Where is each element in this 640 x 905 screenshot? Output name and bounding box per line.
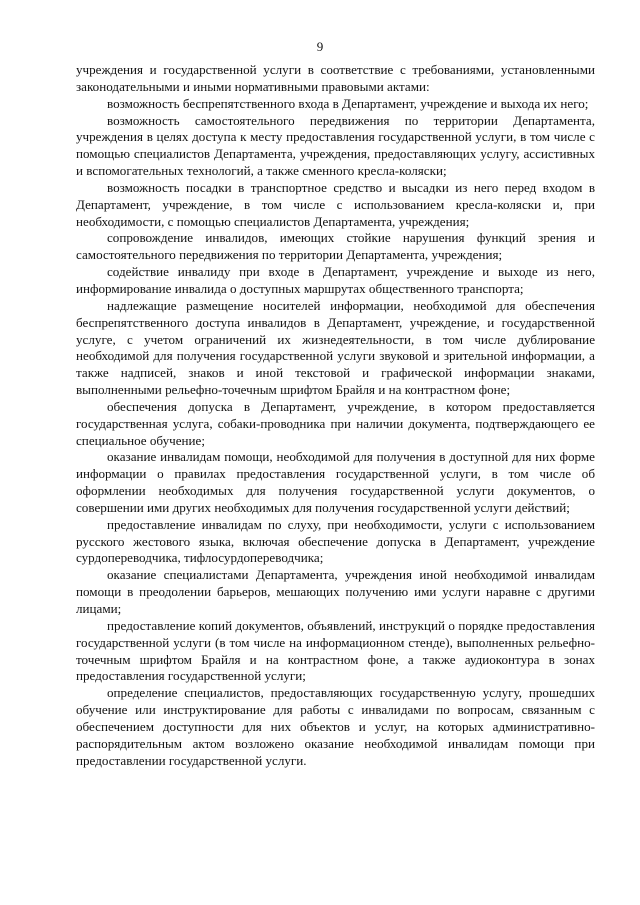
paragraph-guide-dog: обеспечения допуска в Департамент, учреждение, в котором предоставляется государственная услуга, собаки-проводника при наличии документа, подтверждающего ее специальное обучение; — [76, 398, 595, 448]
paragraph-trained-specialists: определение специалистов, предоставляющих государственную услугу, прошедших обучение или инструктирование для работы с инвалидами по вопросам, связанным с обеспечением доступности для них объектов и услуг, на которых административно-распорядительным актом возложено оказание необходимой инвалидам помощи при предоставлении государственной услуги. — [76, 685, 595, 768]
paragraph-braille-copies: предоставление копий документов, объявлений, инструкций о порядке предоставления государственной услуги (в том числе на информационном стенде), выполненных рельефно-точечным шрифтом Брайля и на контрастном фоне, а также аудиоконтура в зонах предоставления государственной услуги; — [76, 617, 595, 684]
paragraph-barriers: оказание специалистами Департамента, учреждения иной необходимой инвалидам помощи в преодолении барьеров, мешающих получению ими услуги наравне с другими лицами; — [76, 567, 595, 616]
paragraph-help-information: оказание инвалидам помощи, необходимой для получения в доступной для них форме информации о правилах предоставления государственной услуги, в том числе об оформлении необходимых для получения государственной услуги документов, о совершении ими других необходимых для получения государственной услуги действий; — [76, 449, 595, 515]
paragraph-entrance-exit: возможность беспрепятственного входа в Департамент, учреждение и выхода их него; — [107, 95, 589, 111]
paragraph-sign-language: предоставление инвалидам по слуху, при необходимости, услуги с использованием русского жестового языка, включая обеспечение допуска в Департамент, учреждение сурдопереводчика, тифлосурдопереводчика; — [76, 516, 595, 566]
paragraph-assistance-entry: содействие инвалиду при входе в Департамент, учреждение и выходе из него, информирование инвалида о доступных маршрутах общественного транспорта; — [76, 264, 595, 296]
paragraph-information-placement: надлежащие размещение носителей информации, необходимой для обеспечения беспрепятственного доступа инвалидов в Департамент, учреждение, и государственной услуге, с учетом ограничений их жизнедеятельности, в том числе дублирование необходимой для получения государственной услуги звуковой и зрительной информации, а также надписей, знаков и иной текстовой и графической информации знаками, выполненными рельефно-точечным шрифтом Брайля и на контрастном фоне; — [76, 297, 595, 398]
paragraph-movement: возможность самостоятельного передвижения по территории Департамента, учреждения в целях доступа к месту предоставления государственной услуги, в том числе с помощью специалистов Департамента, учреждения, предоставляющих услугу, ассистивных и вспомогательных технологий, а также сменного кресла-коляски; — [76, 112, 595, 179]
paragraph-transport: возможность посадки в транспортное средство и высадки из него перед входом в Департамент, учреждение, в том числе с использованием кресла-коляски и, при необходимости, с помощью специалистов Департамента, учреждения; — [76, 179, 595, 229]
paragraph-escort: сопровождение инвалидов, имеющих стойкие нарушения функций зрения и самостоятельного передвижения по территории Департамента, учреждения; — [76, 230, 595, 263]
paragraph-continuation: учреждения и государственной услуги в соответствие с требованиями, установленными законодательными и иными нормативными правовыми актами: — [76, 62, 595, 94]
page-number: 9 — [316, 39, 324, 54]
document-body — [76, 62, 595, 769]
